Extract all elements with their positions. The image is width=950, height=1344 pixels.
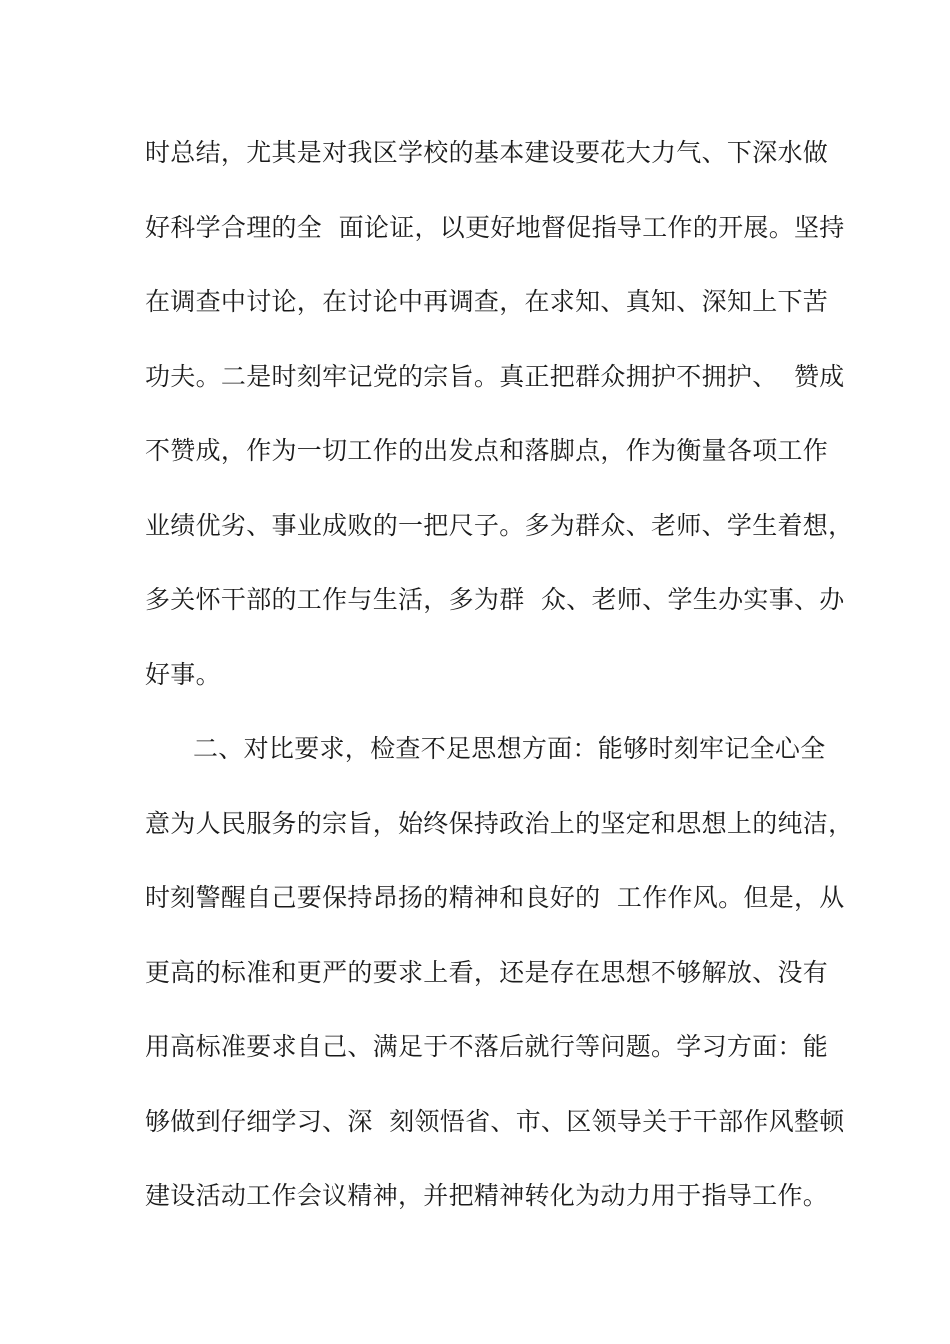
text-line: 够做到仔细学习、深 刻领悟省、市、区领导关于干部作风整顿	[145, 1107, 845, 1136]
text-line: 在调查中讨论，在讨论中再调查，在求知、真知、深知上下苦	[145, 287, 829, 316]
text-line: 时总结，尤其是对我区学校的基本建设要花大力气、下深水做	[145, 138, 829, 167]
text-line: 功夫。二是时刻牢记党的宗旨。真正把群众拥护不拥护、 赞成	[145, 362, 845, 391]
text-line: 好事。	[145, 660, 221, 689]
paragraph-first-line: 二、对比要求，检查不足思想方面：能够时刻牢记全心全	[193, 734, 826, 763]
text-line: 意为人民服务的宗旨，始终保持政治上的坚定和思想上的纯洁，	[145, 809, 854, 838]
text-line: 建设活动工作会议精神，并把精神转化为动力用于指导工作。	[145, 1181, 829, 1210]
text-line: 多关怀干部的工作与生活，多为群 众、老师、学生办实事、办	[145, 585, 845, 614]
text-line: 不赞成，作为一切工作的出发点和落脚点，作为衡量各项工作	[145, 436, 829, 465]
text-line: 更高的标准和更严的要求上看，还是存在思想不够解放、没有	[145, 958, 829, 987]
text-line: 用高标准要求自己、满足于不落后就行等问题。学习方面：能	[145, 1032, 829, 1061]
text-line: 时刻警醒自己要保持昂扬的精神和良好的 工作作风。但是，从	[145, 883, 845, 912]
text-line: 业绩优劣、事业成败的一把尺子。多为群众、老师、学生着想，	[145, 511, 854, 540]
text-line: 好科学合理的全 面论证，以更好地督促指导工作的开展。坚持	[145, 213, 845, 242]
